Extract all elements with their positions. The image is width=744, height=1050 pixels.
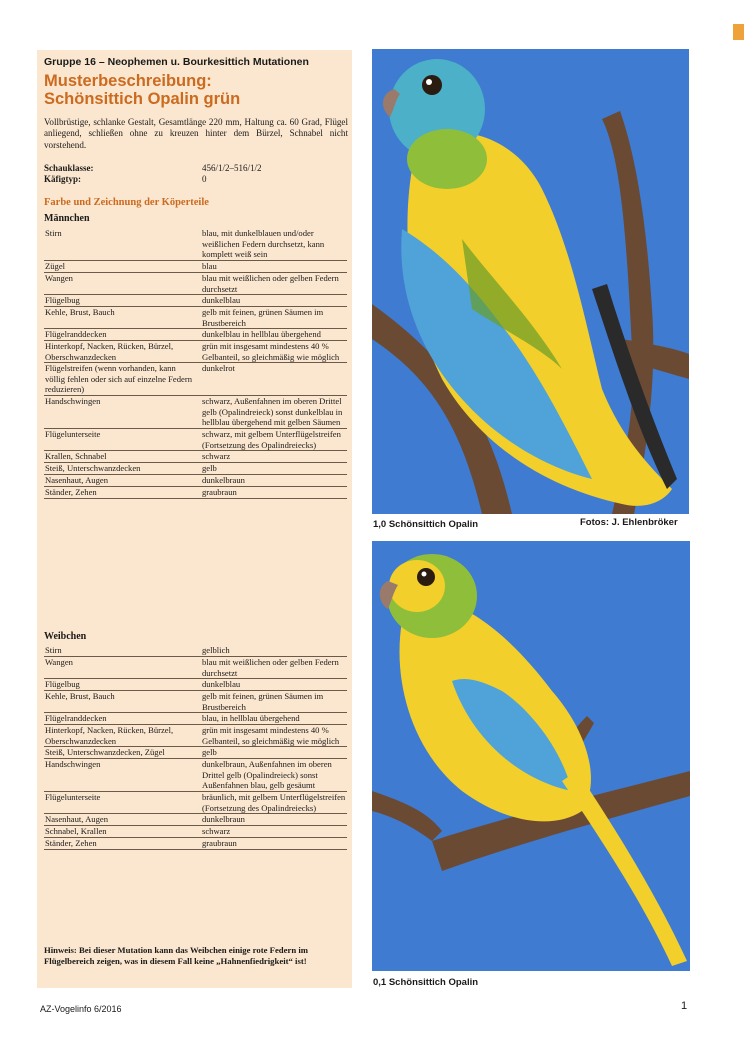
- table-row: [44, 341, 347, 363]
- table-row: [44, 329, 347, 341]
- table-row: [44, 429, 347, 451]
- row-label: Steiß, Unterschwanzdecken, Zügel: [45, 747, 165, 757]
- row-label: Flügelranddecken: [45, 713, 107, 723]
- row-value: schwarz, mit gelbem Unterflügelstreifen (Fortsetzung des Opalindreiecks): [202, 429, 341, 450]
- row-label: Flügelunterseite: [45, 429, 101, 439]
- row-label: Schnabel, Krallen: [45, 826, 107, 836]
- row-label: Steiß, Unterschwanzdecken: [45, 463, 141, 473]
- table-row: [44, 759, 347, 792]
- meta-value: 0: [202, 174, 207, 184]
- table-row: [44, 725, 347, 747]
- photo-caption-bottom: 0,1 Schönsittich Opalin: [373, 977, 479, 988]
- note-text: Hinweis: Bei dieser Mutation kann das Weibchen einige rote Federn im Flügelbereich zeigen, was in diesem Fall keine „Hahnenfiedrigkeit“ ist!: [44, 945, 309, 967]
- table-row: [44, 814, 347, 826]
- row-value: dunkelblau: [202, 295, 241, 305]
- photo-caption-top: 1,0 Schönsittich Opalin: [373, 519, 479, 530]
- table-row: [44, 261, 347, 273]
- table-row: [44, 363, 347, 396]
- meta-kaefigtyp: [44, 174, 349, 185]
- meta-label: Käfigtyp:: [44, 174, 81, 184]
- row-value: blau: [202, 261, 217, 271]
- row-value: dunkelrot: [202, 363, 235, 373]
- table-row: [44, 645, 347, 657]
- row-label: Kehle, Brust, Bauch: [45, 691, 115, 701]
- row-value: grün mit insgesamt mindestens 40 % Gelbanteil, so gleichmäßig wie möglich: [202, 341, 340, 362]
- row-value: schwarz: [202, 451, 231, 461]
- row-label: Hinterkopf, Nacken, Rücken, Bürzel, Oberschwanzdecken: [45, 341, 174, 362]
- row-label: Nasenhaut, Augen: [45, 475, 109, 485]
- row-label: Flügelranddecken: [45, 329, 107, 339]
- row-label: Stirn: [45, 645, 62, 655]
- row-label: Ständer, Zehen: [45, 838, 97, 848]
- row-label: Wangen: [45, 657, 73, 667]
- row-value: blau, in hellblau übergehend: [202, 713, 300, 723]
- photo-male-parrot: [372, 49, 689, 514]
- row-value: gelblich: [202, 645, 230, 655]
- row-label: Flügelunterseite: [45, 792, 101, 802]
- table-row: [44, 691, 347, 713]
- male-table: [44, 228, 347, 499]
- row-value: gelb: [202, 747, 217, 757]
- page-title: [44, 72, 349, 108]
- table-row: [44, 295, 347, 307]
- intro-text: Vollbrüstige, schlanke Gestalt, Gesamtlänge 220 mm, Haltung ca. 60 Grad, Flügel anliegend, schließen ohne zu kreuzen hinter dem Bürzel, Schnabel nicht vorstehend.: [44, 117, 348, 150]
- row-value: gelb mit feinen, grünen Säumen im Brustbereich: [202, 307, 324, 328]
- page-edge-tab: [733, 24, 744, 40]
- row-label: Kehle, Brust, Bauch: [45, 307, 115, 317]
- row-value: dunkelbraun: [202, 475, 245, 485]
- row-label: Ständer, Zehen: [45, 487, 97, 497]
- female-table: [44, 645, 347, 850]
- table-row: [44, 838, 347, 850]
- table-row: [44, 396, 347, 429]
- row-label: Krallen, Schnabel: [45, 451, 107, 461]
- table-row: [44, 713, 347, 725]
- row-value: grün mit insgesamt mindestens 40 % Gelbanteil, so gleichmäßig wie möglich: [202, 725, 340, 746]
- title-line-2: Schönsittich Opalin grün: [44, 90, 241, 108]
- section-title: Farbe und Zeichnung der Köperteile: [44, 197, 209, 208]
- row-value: graubraun: [202, 487, 237, 497]
- row-label: Nasenhaut, Augen: [45, 814, 109, 824]
- table-row: [44, 228, 347, 261]
- table-row: [44, 307, 347, 329]
- row-value: blau, mit dunkelblauen und/oder weißlichen Federn durchsetzt, kann komplett weiß sein: [202, 228, 325, 260]
- table-row: [44, 475, 347, 487]
- photo-credit: Fotos: J. Ehlenbröker: [580, 517, 678, 528]
- meta-schauklasse: [44, 163, 349, 174]
- male-title: Männchen: [44, 213, 90, 224]
- table-row: [44, 657, 347, 679]
- page-number: 1: [681, 1000, 688, 1012]
- row-value: dunkelbraun: [202, 814, 245, 824]
- row-label: Flügelstreifen (wenn vorhanden, kann völlig fehlen oder sich auf einzelne Federn reduzieren): [45, 363, 192, 395]
- row-value: dunkelblau in hellblau übergehend: [202, 329, 321, 339]
- table-row: [44, 273, 347, 295]
- row-label: Stirn: [45, 228, 62, 238]
- table-row: [44, 679, 347, 691]
- row-value: gelb: [202, 463, 217, 473]
- row-value: dunkelbraun, Außenfahnen im oberen Drittel gelb (Opalindreieck) sonst Außenfahnen blau, gelb gesäumt: [202, 759, 332, 791]
- title-line-1: Musterbeschreibung:: [44, 72, 212, 90]
- female-title: Weibchen: [44, 631, 87, 642]
- table-row: [44, 463, 347, 475]
- row-value: schwarz, Außenfahnen im oberen Drittel gelb (Opalindreieck) sonst dunkelblau in hellblau übergehend mit gelben Säumen: [202, 396, 343, 428]
- row-label: Handschwingen: [45, 396, 101, 406]
- row-label: Zügel: [45, 261, 66, 271]
- table-row: [44, 487, 347, 499]
- meta-label: Schauklasse:: [44, 163, 94, 173]
- footer-publication: AZ-Vogelinfo 6/2016: [40, 1004, 122, 1014]
- row-label: Flügelbug: [45, 295, 80, 305]
- table-row: [44, 747, 347, 759]
- table-row: [44, 792, 347, 814]
- row-value: gelb mit feinen, grünen Säumen im Brustbereich: [202, 691, 324, 712]
- row-label: Wangen: [45, 273, 73, 283]
- row-value: blau mit weißlichen oder gelben Federn durchsetzt: [202, 657, 339, 678]
- group-title: Gruppe 16 – Neophemen u. Bourkesittich Mutationen: [44, 56, 309, 68]
- row-value: graubraun: [202, 838, 237, 848]
- row-value: blau mit weißlichen oder gelben Federn durchsetzt: [202, 273, 339, 294]
- meta-value: 456/1/2–516/1/2: [202, 163, 262, 173]
- row-label: Flügelbug: [45, 679, 80, 689]
- row-value: bräunlich, mit gelbem Unterflügelstreifen (Fortsetzung des Opalindreiecks): [202, 792, 346, 813]
- table-row: [44, 451, 347, 463]
- row-value: dunkelblau: [202, 679, 241, 689]
- photo-female-parrot: [372, 541, 690, 971]
- row-value: schwarz: [202, 826, 231, 836]
- row-label: Handschwingen: [45, 759, 101, 769]
- row-label: Hinterkopf, Nacken, Rücken, Bürzel, Oberschwanzdecken: [45, 725, 174, 746]
- table-row: [44, 826, 347, 838]
